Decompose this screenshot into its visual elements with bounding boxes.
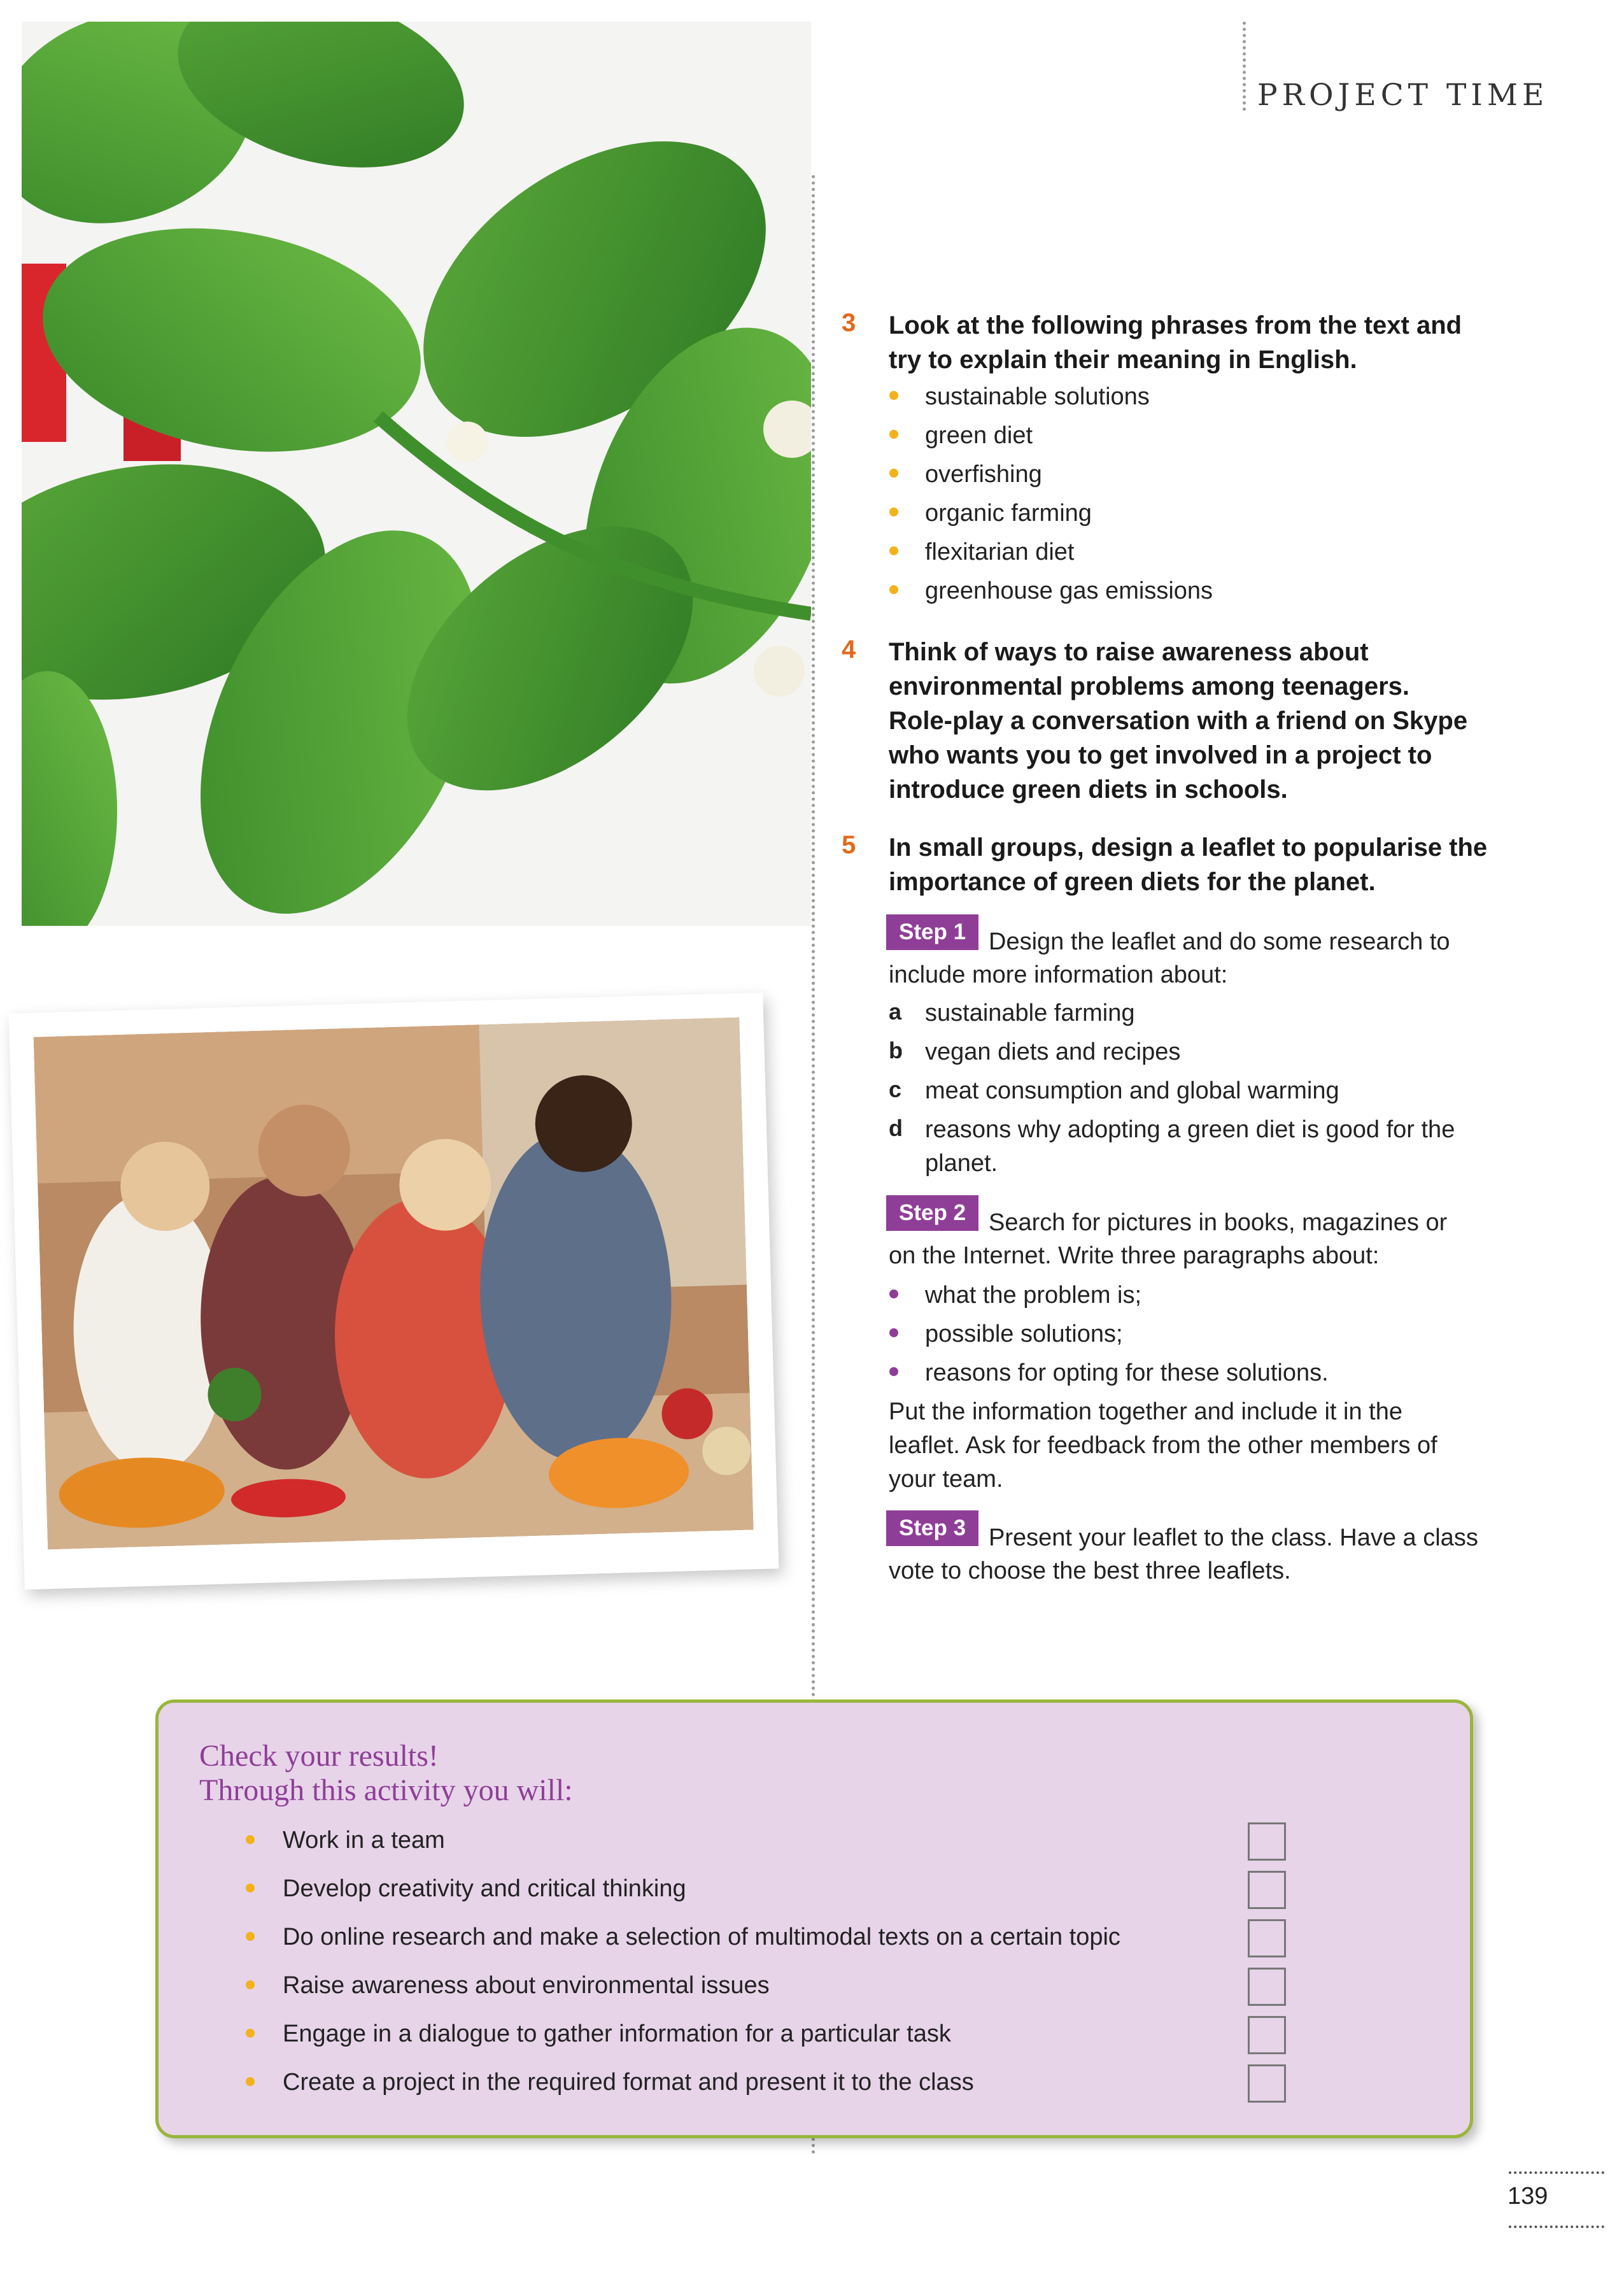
item-letter: b — [889, 1037, 903, 1063]
research-item: reasons why adopting a green diet is good for the — [925, 1116, 1455, 1143]
step-3-text: Present your leaflet to the class. Have a class — [989, 1524, 1478, 1551]
item-letter: d — [889, 1115, 903, 1141]
step-2-text-cont: on the Internet. Write three paragraphs about: — [889, 1242, 1380, 1269]
exercise-5-instruction: In small groups, design a leaflet to popularise the importance of green diets for the planet. — [889, 834, 1488, 896]
friends-cooking-illustration — [34, 1018, 754, 1550]
page-number-rule-top — [1509, 2171, 1604, 2174]
exercise-3-instruction: Look at the following phrases from the text and try to explain their meaning in English. — [889, 311, 1462, 374]
item-letter: a — [889, 998, 902, 1025]
checklist-checkbox[interactable] — [1248, 1822, 1286, 1861]
bullet — [889, 1289, 898, 1298]
section-title: PROJECT TIME — [1257, 78, 1549, 113]
page-number: 139 — [1507, 2183, 1548, 2210]
phrase-item: greenhouse gas emissions — [925, 578, 1213, 604]
paragraph-topic: possible solutions; — [925, 1321, 1123, 1347]
checklist-item: Do online research and make a selection of multimodal texts on a certain topic — [283, 1924, 1120, 1950]
bullet — [246, 2077, 255, 2086]
bullet — [889, 1367, 898, 1376]
bullet — [889, 391, 898, 400]
research-item: meat consumption and global warming — [925, 1077, 1339, 1104]
bullet — [889, 508, 898, 516]
checklist-checkbox[interactable] — [1248, 2016, 1286, 2054]
bullet — [246, 1884, 255, 1892]
paragraph-topic: what the problem is; — [925, 1282, 1142, 1309]
phrase-item: flexitarian diet — [925, 539, 1075, 565]
checklist-checkbox[interactable] — [1248, 2064, 1286, 2103]
page-number-rule-bottom — [1509, 2226, 1604, 2228]
step-2-closing: Put the information together and include it in the leaflet. Ask for feedback from the other members of your team. — [889, 1398, 1437, 1493]
bullet — [246, 1980, 255, 1989]
phrase-item: organic farming — [925, 500, 1092, 527]
bullet — [246, 1932, 255, 1941]
bullet — [246, 2029, 255, 2038]
checklist-item: Raise awareness about environmental issues — [283, 1972, 770, 1999]
step-2-label: Step 2 — [886, 1195, 978, 1231]
bullet — [889, 469, 898, 478]
bullet — [889, 546, 898, 555]
bullet — [889, 430, 898, 439]
exercise-4-number: 4 — [842, 635, 856, 664]
photo-frame — [9, 993, 779, 1590]
check-subtitle: Through this activity you will: — [199, 1773, 573, 1807]
step-2-text: Search for pictures in books, magazines or — [989, 1209, 1448, 1236]
checklist-item: Create a project in the required format and present it to the class — [283, 2069, 974, 2096]
friends-cooking-photo — [34, 1018, 754, 1550]
bullet — [889, 585, 898, 594]
step-1-text-cont: include more information about: — [889, 962, 1228, 988]
step-3-text-cont: vote to choose the best three leaflets. — [889, 1558, 1291, 1584]
checklist-item: Engage in a dialogue to gather information for a particular task — [283, 2020, 951, 2047]
check-title: Check your results! — [199, 1739, 439, 1773]
research-item: sustainable farming — [925, 1000, 1135, 1026]
phrase-item: sustainable solutions — [925, 383, 1150, 410]
spinach-photo — [22, 22, 811, 926]
step-3-label: Step 3 — [886, 1510, 978, 1546]
step-1-label: Step 1 — [886, 914, 978, 950]
research-item-cont: planet. — [925, 1150, 998, 1177]
exercise-3-number: 3 — [842, 309, 856, 337]
header-divider — [1243, 22, 1246, 111]
bullet — [889, 1328, 898, 1337]
checklist-item: Work in a team — [283, 1827, 445, 1854]
exercise-4-instruction: Think of ways to raise awareness about environmental problems among teenagers. Role-play a conversation with a friend on Skype who wants you to get involved in a project to introduce green diets in schools. — [889, 638, 1468, 804]
spinach-illustration — [22, 22, 811, 926]
checklist-item: Develop creativity and critical thinking — [283, 1875, 686, 1902]
checklist-checkbox[interactable] — [1248, 1968, 1286, 2006]
checklist-checkbox[interactable] — [1248, 1919, 1286, 1957]
step-1-text: Design the leaflet and do some research to — [989, 928, 1450, 955]
paragraph-topic: reasons for opting for these solutions. — [925, 1360, 1329, 1386]
research-item: vegan diets and recipes — [925, 1039, 1181, 1065]
exercise-5-number: 5 — [842, 831, 856, 859]
checklist-checkbox[interactable] — [1248, 1871, 1286, 1909]
phrase-item: green diet — [925, 422, 1033, 449]
phrase-item: overfishing — [925, 461, 1042, 488]
bullet — [246, 1835, 255, 1844]
item-letter: c — [889, 1076, 902, 1102]
